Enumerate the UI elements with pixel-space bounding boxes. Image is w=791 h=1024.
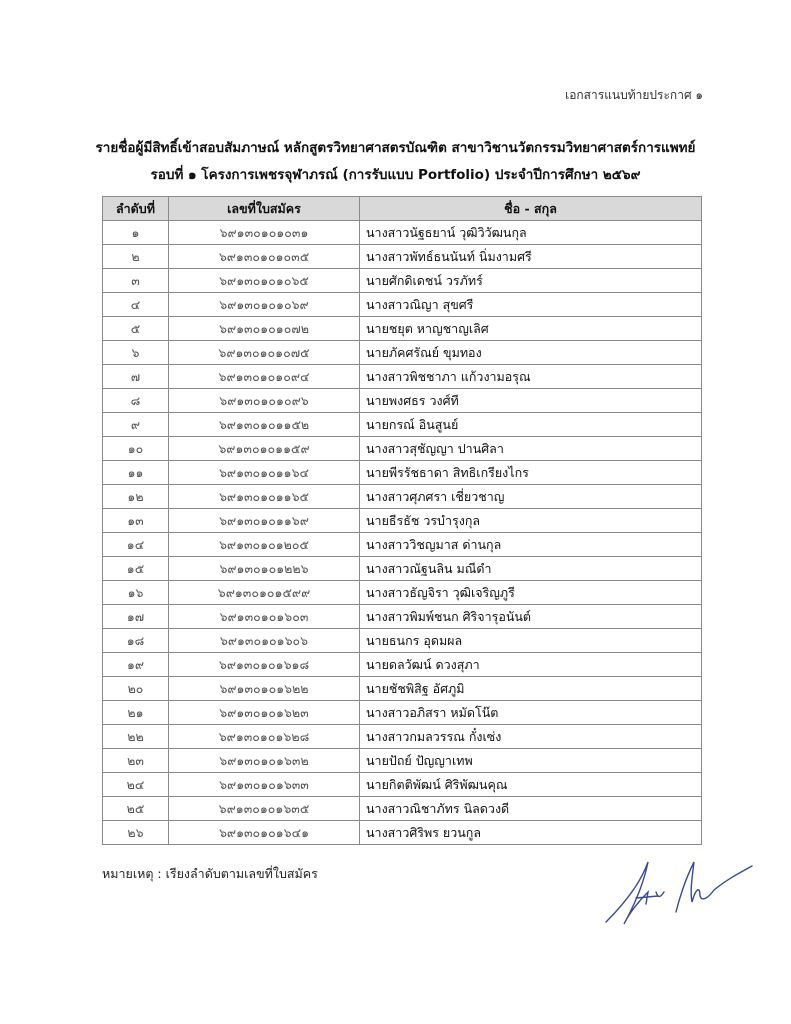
order-cell: ๓ <box>103 269 169 293</box>
table-row <box>103 677 702 701</box>
table-row <box>103 653 702 677</box>
name-cell: นางสาววิชญมาส ด่านกุล <box>360 533 702 557</box>
order-cell: ๑๔ <box>103 533 169 557</box>
table-row <box>103 629 702 653</box>
application-number-cell: ๖๙๑๓๐๑๐๑๐๙๔ <box>169 365 360 389</box>
table-row <box>103 341 702 365</box>
signature-stroke-2 <box>676 862 752 912</box>
name-cell: นายชยุต หาญชาญเลิศ <box>360 317 702 341</box>
order-cell: ๔ <box>103 293 169 317</box>
table-row <box>103 509 702 533</box>
name-cell: นางสาวศุภศรา เชี่ยวชาญ <box>360 485 702 509</box>
application-number-cell: ๖๙๑๓๐๑๐๑๑๕๙ <box>169 437 360 461</box>
order-cell: ๑๗ <box>103 605 169 629</box>
name-cell: นางสาวสุชัญญา ปานศิลา <box>360 437 702 461</box>
table-row <box>103 269 702 293</box>
application-number-cell: ๖๙๑๓๐๑๐๑๖๒๓ <box>169 701 360 725</box>
application-number-cell: ๖๙๑๓๐๑๐๑๐๗๕ <box>169 341 360 365</box>
name-cell: นายกรณ์ อินสูนย์ <box>360 413 702 437</box>
order-cell: ๑๑ <box>103 461 169 485</box>
table-row <box>103 221 702 245</box>
table-row <box>103 317 702 341</box>
application-number-cell: ๖๙๑๓๐๑๐๑๖๓๕ <box>169 797 360 821</box>
application-number-cell: ๖๙๑๓๐๑๐๑๐๓๑ <box>169 221 360 245</box>
table-row <box>103 749 702 773</box>
order-cell: ๗ <box>103 365 169 389</box>
table-row <box>103 773 702 797</box>
table-row <box>103 293 702 317</box>
order-cell: ๕ <box>103 317 169 341</box>
page-title: รายชื่อผู้มีสิทธิ์เข้าสอบสัมภาษณ์ หลักสูตรวิทยาศาสตรบัณฑิต สาขาวิชานวัตกรรมวิทยาศาสตร์การแพทย์ <box>95 140 696 156</box>
table-row <box>103 605 702 629</box>
order-cell: ๑๖ <box>103 581 169 605</box>
application-number-cell: ๖๙๑๓๐๑๐๑๑๖๙ <box>169 509 360 533</box>
order-cell: ๖ <box>103 341 169 365</box>
application-number-cell: ๖๙๑๓๐๑๐๑๖๐๓ <box>169 605 360 629</box>
table-row <box>103 533 702 557</box>
application-number-cell: ๖๙๑๓๐๑๐๑๒๐๕ <box>169 533 360 557</box>
application-number-cell: ๖๙๑๓๐๑๐๑๐๙๖ <box>169 389 360 413</box>
order-cell: ๑๘ <box>103 629 169 653</box>
table-row <box>103 485 702 509</box>
column-header-order: ลำดับที่ <box>103 197 169 221</box>
application-number-cell: ๖๙๑๓๐๑๐๑๖๒๒ <box>169 677 360 701</box>
order-cell: ๑๐ <box>103 437 169 461</box>
column-header-application-number: เลขที่ใบสมัคร <box>169 197 360 221</box>
name-cell: นายดลวัฒน์ ดวงสุภา <box>360 653 702 677</box>
order-cell: ๒๓ <box>103 749 169 773</box>
order-cell: ๒๑ <box>103 701 169 725</box>
page-subtitle: รอบที่ ๑ โครงการเพชรจุฬาภรณ์ (การรับแบบ Portfolio) ประจำปีการศึกษา ๒๕๖๙ <box>150 167 641 183</box>
name-cell: นางสาวพิชชาภา แก้วงามอรุณ <box>360 365 702 389</box>
order-cell: ๒ <box>103 245 169 269</box>
table-row <box>103 701 702 725</box>
table-row <box>103 365 702 389</box>
name-cell: นายกิตติพัฒน์ ศิริพัฒนคุณ <box>360 773 702 797</box>
document-reference: เอกสารแนบท้ายประกาศ ๑ <box>565 88 703 102</box>
application-number-cell: ๖๙๑๓๐๑๐๑๐๓๕ <box>169 245 360 269</box>
name-cell: นางสาวนัฐธยาน์ วุฒิวิวัฒนกุล <box>360 221 702 245</box>
order-cell: ๑ <box>103 221 169 245</box>
table-header-row <box>103 197 702 221</box>
table-row <box>103 413 702 437</box>
name-cell: นางสาวณิญา สุขศรี <box>360 293 702 317</box>
column-header-name: ชื่อ - สกุล <box>360 197 702 221</box>
application-number-cell: ๖๙๑๓๐๑๐๑๒๒๖ <box>169 557 360 581</box>
table-row <box>103 557 702 581</box>
footnote: หมายเหตุ : เรียงลำดับตามเลขที่ใบสมัคร <box>102 866 318 881</box>
name-cell: นางสาวธัญจิรา วุฒิเจริญภูรี <box>360 581 702 605</box>
order-cell: ๙ <box>103 413 169 437</box>
order-cell: ๘ <box>103 389 169 413</box>
name-cell: นางสาวกมลวรรณ กั๋งเซ่ง <box>360 725 702 749</box>
application-number-cell: ๖๙๑๓๐๑๐๑๑๕๒ <box>169 413 360 437</box>
name-cell: นายพงศธร วงศ์ที <box>360 389 702 413</box>
application-number-cell: ๖๙๑๓๐๑๐๑๑๖๔ <box>169 461 360 485</box>
name-cell: นางสาวอภิสรา หมัดโน๊ต <box>360 701 702 725</box>
application-number-cell: ๖๙๑๓๐๑๐๑๖๒๘ <box>169 725 360 749</box>
order-cell: ๒๖ <box>103 821 169 845</box>
application-number-cell: ๖๙๑๓๐๑๐๑๖๓๓ <box>169 773 360 797</box>
application-number-cell: ๖๙๑๓๐๑๐๑๐๖๕ <box>169 269 360 293</box>
name-cell: นายชัชพิสิฐ อัศภูมิ <box>360 677 702 701</box>
application-number-cell: ๖๙๑๓๐๑๐๑๖๔๑ <box>169 821 360 845</box>
application-number-cell: ๖๙๑๓๐๑๐๑๑๖๕ <box>169 485 360 509</box>
name-cell: นางสาวพัทธ์ธนนันท์ นิ่มงามศรี <box>360 245 702 269</box>
table-row <box>103 437 702 461</box>
signature-stroke <box>606 862 664 924</box>
application-number-cell: ๖๙๑๓๐๑๐๑๐๗๒ <box>169 317 360 341</box>
table-row <box>103 389 702 413</box>
table-row <box>103 797 702 821</box>
application-number-cell: ๖๙๑๓๐๑๐๑๖๑๘ <box>169 653 360 677</box>
order-cell: ๑๓ <box>103 509 169 533</box>
name-cell: นายธีรธัช วรบำรุงกุล <box>360 509 702 533</box>
name-cell: นายปัถย์ ปัญญาเทพ <box>360 749 702 773</box>
application-number-cell: ๖๙๑๓๐๑๐๑๐๖๙ <box>169 293 360 317</box>
name-cell: นายธนกร อุดมผล <box>360 629 702 653</box>
candidates-table <box>102 196 702 845</box>
table-row <box>103 725 702 749</box>
table-row <box>103 461 702 485</box>
order-cell: ๒๕ <box>103 797 169 821</box>
application-number-cell: ๖๙๑๓๐๑๐๑๕๙๙ <box>169 581 360 605</box>
order-cell: ๑๒ <box>103 485 169 509</box>
order-cell: ๒๐ <box>103 677 169 701</box>
name-cell: นายศักดิเดชน์ วรภัทร์ <box>360 269 702 293</box>
order-cell: ๑๙ <box>103 653 169 677</box>
name-cell: นางสาวศิริพร ยวนกูล <box>360 821 702 845</box>
table-row <box>103 581 702 605</box>
name-cell: นายพีรรัชธาดา สิทธิเกรียงไกร <box>360 461 702 485</box>
name-cell: นางสาวณิชาภัทร นิลดวงดี <box>360 797 702 821</box>
order-cell: ๒๒ <box>103 725 169 749</box>
order-cell: ๒๔ <box>103 773 169 797</box>
name-cell: นายภัคศรัณย์ ขุมทอง <box>360 341 702 365</box>
application-number-cell: ๖๙๑๓๐๑๐๑๖๐๖ <box>169 629 360 653</box>
name-cell: นางสาวพิมพ์ชนก ศิริจารุอนันต์ <box>360 605 702 629</box>
name-cell: นางสาวณัฐนลิน มณีดำ <box>360 557 702 581</box>
application-number-cell: ๖๙๑๓๐๑๐๑๖๓๒ <box>169 749 360 773</box>
signature-image <box>596 852 756 932</box>
table-row <box>103 245 702 269</box>
order-cell: ๑๕ <box>103 557 169 581</box>
table-row <box>103 821 702 845</box>
